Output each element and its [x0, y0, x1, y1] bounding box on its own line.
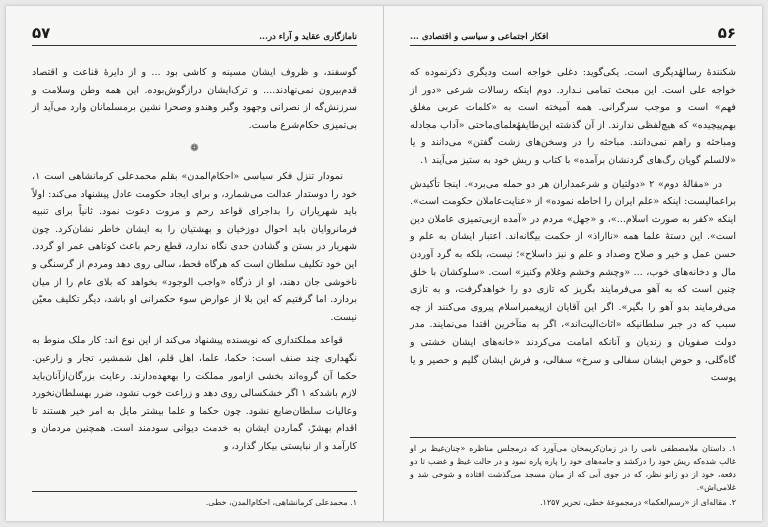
- left-paragraph-2: نمودار تنزل فکر سیاسی «احکام‌المدن» بقلم محمدعلی کرمانشاهی است ۱، خود را دوستدار عدالت می‌شمارد، و برای ایجاد حکومت عادل پیشنهاد می‌کند: اولاً باید شهریاران را بداجرای قواعد رحم و مروت دعوت نمود. ثانیاً برای تنبیه فرمانروایان باید احوال دوزخیان و بهشتیان را به ایشان خاطر نشان‌کرد. چون شهریار در بستن و گشادن حدی نگاه ندارد، قطع رحم باعث کوتاهی عمر او گردد. این خود تکلیف سلطان است که هرگاه قحط، سالی روی دهد ومردم از گرسنگی و ناخوشی جان دهند، او از ذرگاه «واجب الوجود» بخواهد که بلای عام را از میان بردارد. اما گرفتیم که این بلا از عوارض سوء حکمرانی او باشد، دیگر تکلیف معیّن نیست.: [32, 170, 357, 323]
- right-footnote-rule: [410, 437, 736, 438]
- right-page-number: ۵۶: [717, 24, 736, 42]
- right-footnote-1: ۱. داستان ملامصطفی نامی را در زمان‌کریمخان می‌آورد که درمجلس مناظره «چنان‌غیظ بر او غالب شده‌که ریش خود را درکشد و جامه‌های خود را پاره پاره نمود و در حالت غیظ و غضب تا دو دفعه، خود از دو زانو نظر، که در جوی آبی که از میان مسجد می‌گذشت افتاده و شوخی شد و غلامی‌اش».: [410, 444, 736, 492]
- book-spread: [6, 6, 762, 521]
- right-paragraph-2: در «مقالهٔ دوم» ۲ «دولتیان و شرعمداران هر دو حمله می‌برد». اینجا تأکیدش براعمالیست: اینکه «علم ایران را احاطه نموده» از «عنایت‌عاملان حکومت است». اینکه «کفر به صورت اسلام...»، و «جهل» مردم در «آمده ازبی‌تمیزی عاملان دین است». این دستهٔ علما همه «نااراذ» از حکمت بیگانه‌اند. اعتبار ایشان به علم و حسن عمل و خیر و صلاح وصداد و علم و نیز داسلاح»؛ نیست، بلکه به گرد آوردن مال و دخانه‌های خوب، ... «وچشم وخشم وغلام وکنیز» است. «سلوکشان با خلق چنین است که به آهو می‌فرمایند بگریز که تازی دو را خواهدگرفت، و به تازی می‌فرمایند بدو آهو را بگیر». اگر این آقایان ازپیغمبراسلام پیروی می‌کنند از چه سبب که در جبر سلطانیکه «اثاث‌الیت‌اند»، اگر به متآخرین اقتدا می‌نمایند. مدر دولت صفویان و زندیان و آنانکه امامت می‌کردند «خانه‌های ایشان خشتی و گاه‌گلی، و حوض ایشان سفالی و سرخ» سفالی، و فرش ایشان گلیم و حصیر و یا پوست: [410, 178, 736, 384]
- right-page-header: [410, 24, 736, 46]
- left-running-head: نامازگاری عقاید و آراء در...: [259, 32, 357, 42]
- left-footnote-1: ۱. محمدعلی کرمانشاهی، احکام‌المدن، خطی.: [205, 498, 357, 507]
- left-footnote-rule: [32, 491, 357, 492]
- right-paragraph-1: شکنندهٔ رسالهٔدیگری است. یکی‌گوید: دغلی خواجه است ودیگری ذکرنموده که خواجه علی است. این مبحث تمامی نـدارد. دوم اینکه رسالات شرعی «دور از فهم» است و موجب سرگرانی. همه آمیخته است به «کلمات عربی مغلق بهم‌پیچیده» که هیچ‌لفظی ندارند. از آن گذشته این‌طایفهٔعلمای‌ماحتی «آداب مجادله ومباحثه و راهم نمی‌دانند. مباحثه را در وسخن‌های زشت گفتن» می‌دانند و یا «لالسلم گویان رگ‌های گردنشان برآمده» با کتاب و ریش خود به ستیز می‌آیند ۱.: [410, 67, 736, 166]
- right-footnote-2: ۲. مقاله‌ای از «رسم‌العکما» درمجموعهٔ خطی، تحریر ۱۲۵۷.: [539, 498, 736, 507]
- right-running-head: افکار اجتماعی و سیاسی و اقتصادی ...: [410, 32, 549, 42]
- right-page: [384, 6, 762, 521]
- section-ornament-icon: ❁: [190, 143, 199, 155]
- left-page-header: [32, 24, 357, 46]
- left-paragraph-1: گوسفند، و ظروف ایشان مسینه و کاشی بود ... و از دایرهٔ قناعت و اقتصاد قدم‌بیرون نمی‌نهادند.... و ترک‌ایشان درازگوش‌بوده. این همه وطن وسلامت و سرزنش‌گه از نصرانی وجهود وگبر وهندو وصحرا نشین برمسلمانان وارد می‌آید از بی‌تمیزی حکام‌شرع ماست.: [32, 67, 357, 131]
- left-page: [6, 6, 384, 521]
- left-page-body: [32, 64, 357, 455]
- right-footnotes: [410, 437, 736, 511]
- right-page-body: [410, 64, 736, 387]
- left-footnotes: [32, 491, 357, 511]
- left-page-number: ۵۷: [32, 24, 51, 42]
- left-paragraph-3: قواعد مملکتداری که نویسنده پیشنهاد می‌کند از این نوع اند: کار ملک منوط به نگهداری چند صنف است: حکما، علما، اهل قلم، اهل شمشیر، تجار و زارعین. حکما آن گروه‌اند بخشی ازامور مملکت را بهعهده‌دارند. رعایت بزرگان‌ازآنان‌باید لازم باشد‌که ۱ اگر خشکسالی روی دهد و زراعت خوب نشود، ضرر بهسلطان‌نخورد وعالیات سلطان‌ضایع نشود. چون حکما و علما بیشتر مایل به امر خیر هستند تا اقدام بهشرّ، گماردن ایشان به خدمت دیوانی سودمند است. همچنین مردمان و کارآمد و از نبایستی بیکار گذارد، و: [32, 335, 357, 452]
